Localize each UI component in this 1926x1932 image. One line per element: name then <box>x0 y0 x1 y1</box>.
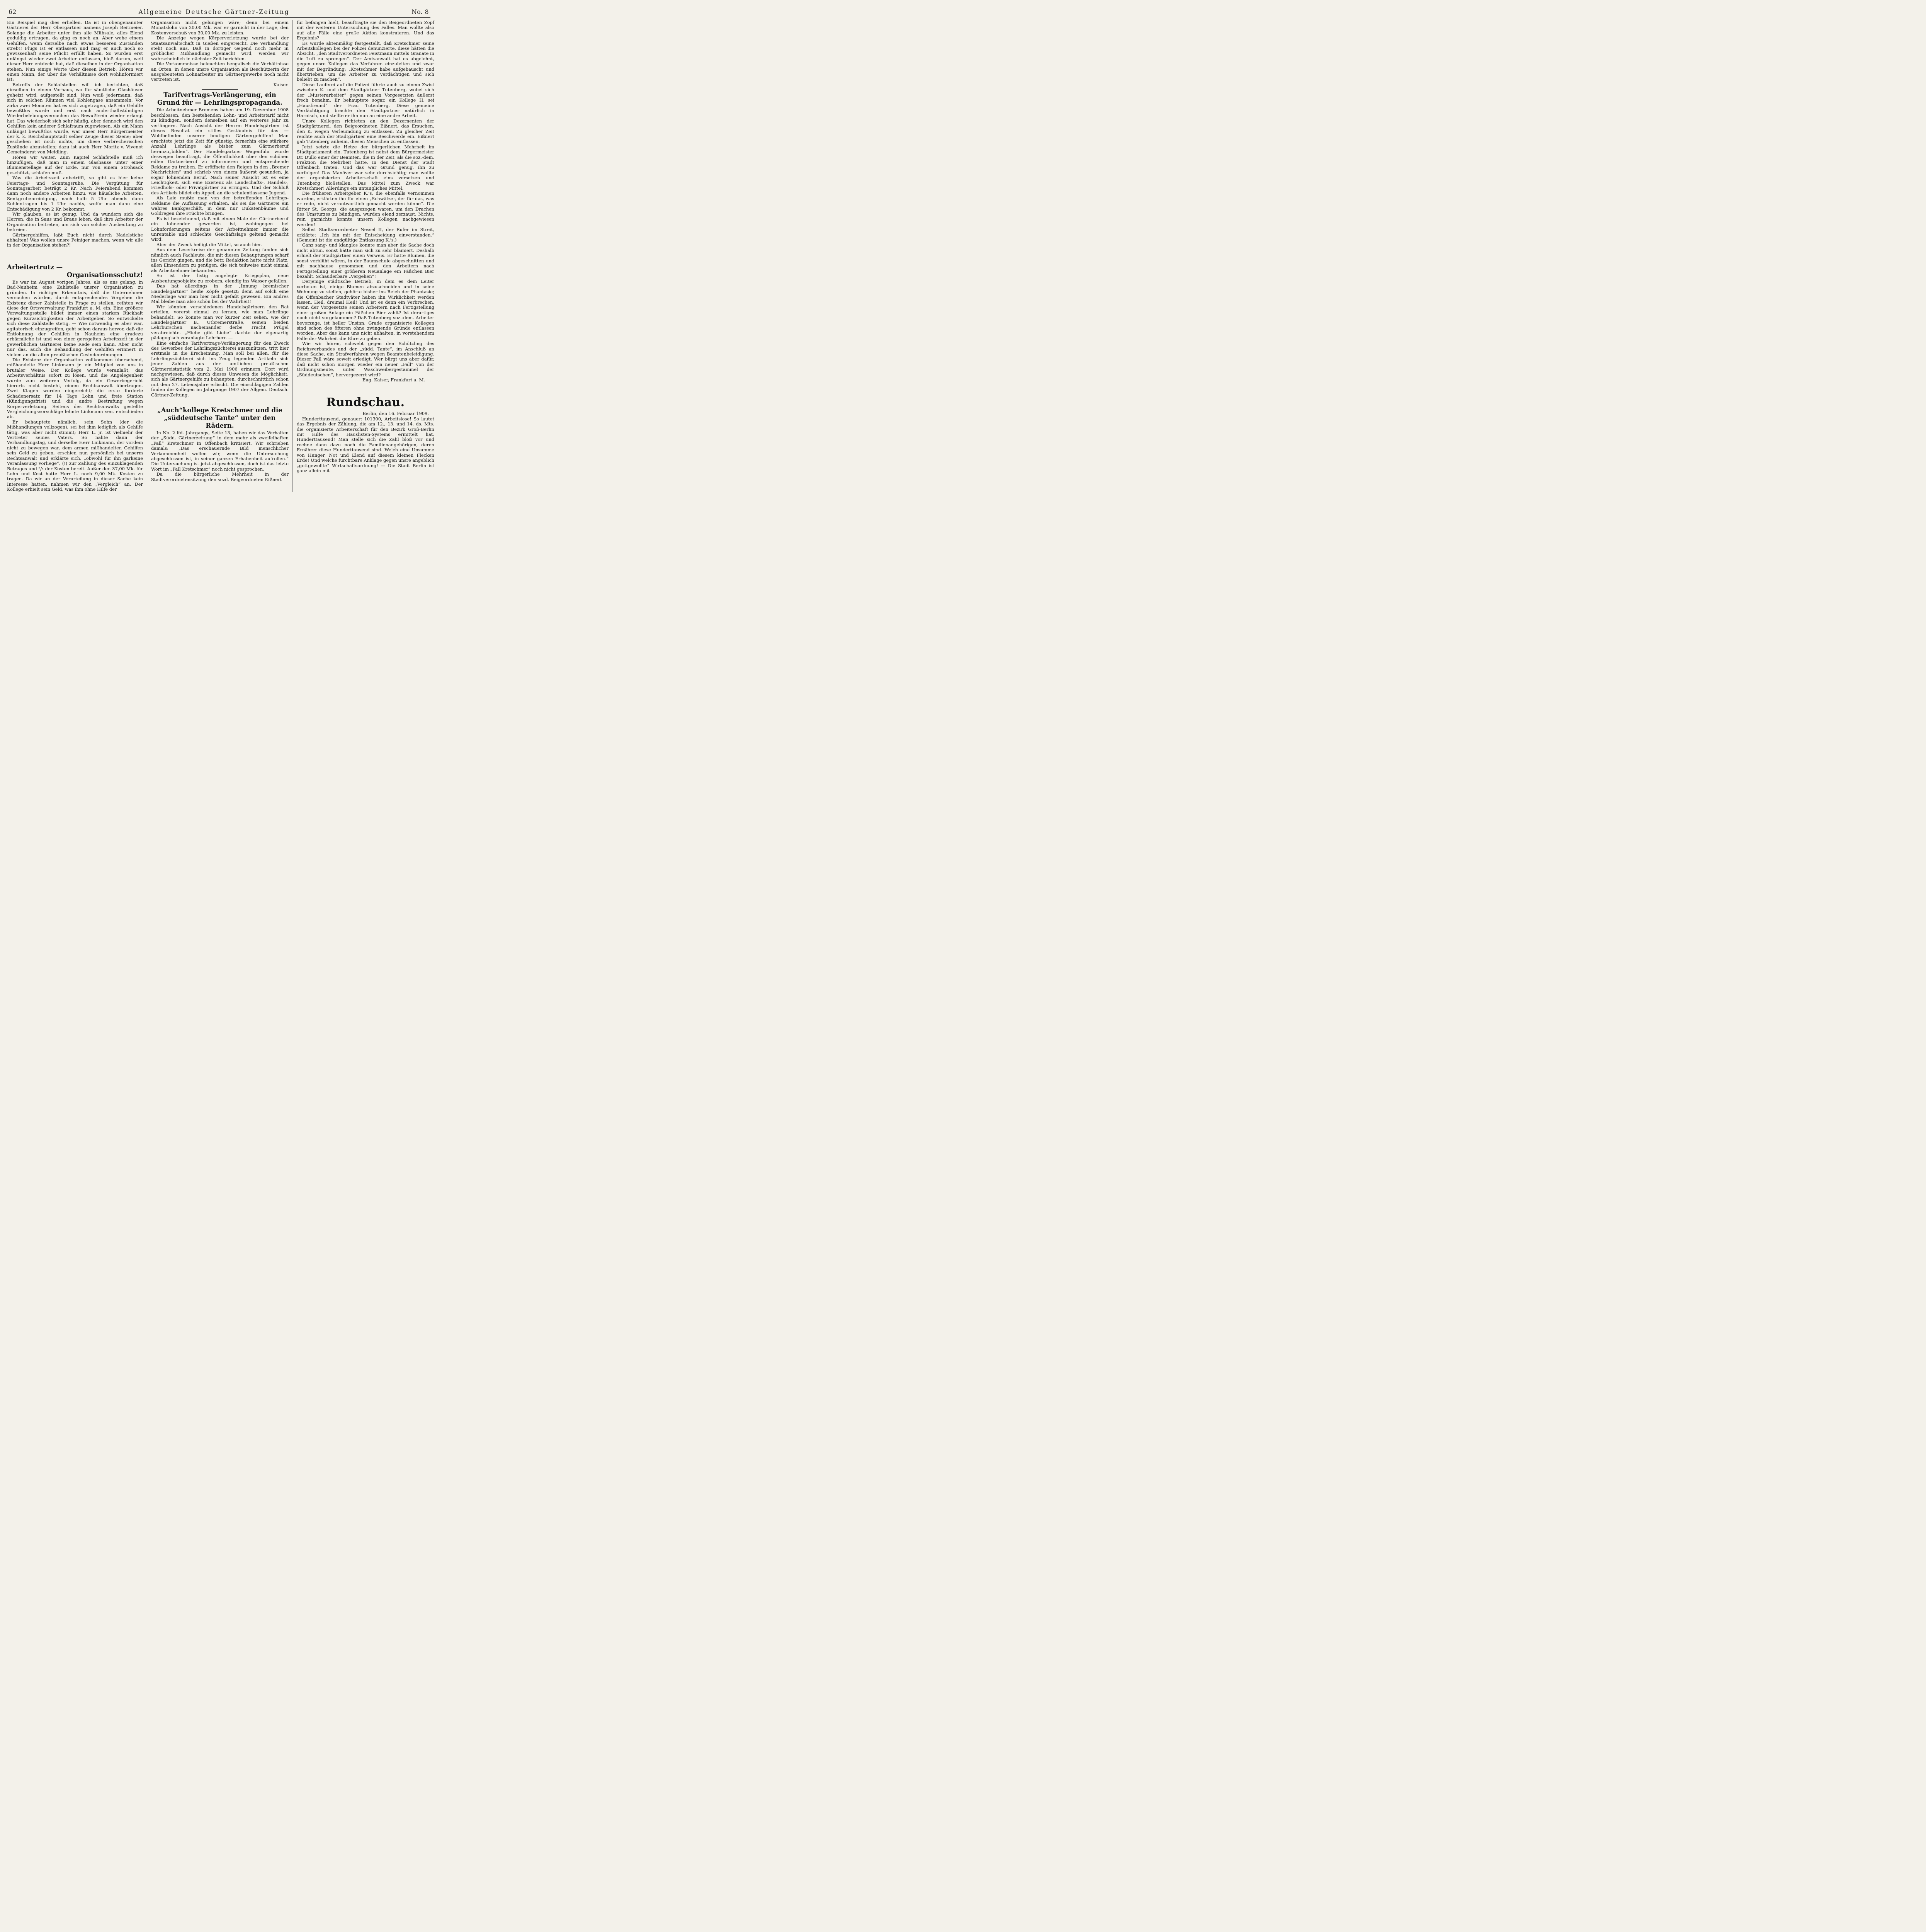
paragraph: Die Anzeige wegen Körperverletzung wurde bei der Staatsanwaltschaft in Gießen eingereicht. Die Verhandlung steht noch aus. Daß in dortiger Gegend noch mehr in gröblicher Mißhandlung gemacht wird, werden wir wahrscheinlich in nächster Zeit berichten. <box>151 35 289 61</box>
paragraph: Ein Beispiel mag dies erhellen. Da ist in obengenannter Gärtnerei der Herr Obergärtner namens Joseph Reitmeier. Solange die Arbeiter unter ihm alle Mühsale, alles Elend geduldig ertrugen, da ging es noch an. Aber wehe einem Gehilfen, wenn derselbe nach etwas besseren Zuständen strebt! Flugs ist er entlassen und mag er auch noch so gewissenhaft seine Pflicht erfüllt haben. So wurden erst unlängst wieder zwei Arbeiter entlassen, bloß darum, weil dieser Herr entdeckt hat, daß dieselben in der Organisation stehen. Nun einige Worte über diesen Betrieb. Hören wir einen Mann, der über die Verhältnisse dort wohlinformiert ist: <box>7 20 143 82</box>
paragraph: Es ist bezeichnend, daß mit einem Male der Gärtnerberuf ein lohnender geworden ist, wohingegen bei Lohnforderungen seitens der Arbeitnehmer immer die unrentable und schlechte Geschäftslage geltend gemacht wird! <box>151 216 289 242</box>
heading-line: Rädern. <box>206 422 234 430</box>
heading-line: Arbeitertrutz — <box>7 263 63 271</box>
paragraph: Derjenige städtische Betrieb, in dem es dem Leiter verboten ist, einige Blumen abzuschneiden und in seine Wohnung zu stellen, gehörte bisher ins Reich der Phantasie; die Offenbacher Stadtväter haben ihn Wirklichkeit werden lassen. Heil, dreimal Heil! Und ist es denn ein Verbrechen, wenn der Vorgesetzte seinen Arbeitern nach Fertigstellung einer großen Anlage ein Fäßchen Bier zahlt? Ist derartiges noch nicht vorgekommen? Daß Tutenberg soz.-dem. Arbeiter bevorzuge, ist heller Unsinn. Grade organisierte Kollegen sind schon des öfteren ohne zwingende Gründe entlassen worden. Aber das kann uns nicht abhalten, in vorstehendem Falle der Wahrheit die Ehre zu geben. <box>297 279 434 341</box>
paragraph: Betreffs der Schlafstellen will ich berichten, daß dieselben in einem Vorhaus, wo für sämtliche Glashäuser geheizt wird, aufgestellt sind. Nun weiß jedermann, daß sich in solchen Räumen viel Kohlengase ansammeln. Vor zirka zwei Monaten hat es sich zugetragen, daß ein Gehilfe bewußtlos wurde und erst nach anderthalbstündigen Wiederbelebungsversuchen das Bewußtsein wieder erlangt hat. Das wiederholt sich sehr häufig, aber dennoch wird den Gehilfen kein anderer Schlafraum zugewiesen. Als ein Mann unlängst bewußtlos wurde, war unser Herr Bürgermeister der k. k. Reichshauptstadt selber Zeuge dieser Szene; aber geschehen ist noch nichts, um diese verbrecherischen Zustände abzustellen; dazu ist auch Herr Moritz v. Vivenot Gemeinderat von Meidling. <box>7 82 143 155</box>
paragraph: Wir glauben, es ist genug. Und da wundern sich die Herren, die in Saus und Braus leben, daß ihre Arbeiter der Organisation beitreten, um sich von solcher Ausbeutung zu befreien. <box>7 211 143 233</box>
paragraph: Hören wir weiter. Zum Kapitel Schlafstelle muß ich hinzufügen, daß man in einem Glashause unter einer Blumenstellage auf der Erde, nur von einem Strohsack geschützt, schlafen muß. <box>7 154 143 175</box>
author-signature: Kaiser. <box>273 82 289 87</box>
article-heading-arbeitertrutz <box>7 264 143 279</box>
heading-line: Tarifvertrags-Verlängerung, ein <box>163 91 276 99</box>
paragraph: Aus dem Leserkreise der genannten Zeitung fanden sich nämlich auch Fachleute, die mit diesen Behauptungen scharf ins Gericht gingen, und die betr. Redaktion hatte nicht Platz, allen Einsendern zu genügen, die sich teilweise nicht einmal als Arbeitnehmer bekannten. <box>151 247 289 273</box>
paragraph: Hunderttausend, genauer: 101300, Arbeitslose! So lautet das Ergebnis der Zählung, die am 12., 13. und 14. ds. Mts. die organisierte Arbeiterschaft für den Bezirk Groß-Berlin mit Hilfe des Hauslisten-Systems ermittelt hat. Hunderttausend! Man stelle sich die Zahl bloß vor und rechne dann dazu noch die Familienangehörigen, deren Ernährer diese Hunderttausend sind. Welch eine Unsumme von Hunger, Not und Elend auf diesem kleinen Flecken Erde! Und welche furchtbare Anklage gegen unsre angeblich „gottgewollte“ Wirtschaftsordnung! — Die Stadt Berlin ist ganz allein mit <box>297 416 434 473</box>
paragraph: Die Vorkommnisse beleuchten bengalisch die Verhältnisse an Orten, in denen unsre Organisation als Beschützerin der ausgebeuteten Lohnarbeiter im Gärtnergewerbe noch nicht vertreten ist. <box>151 61 289 82</box>
column-2 <box>151 20 289 492</box>
paragraph: Die Arbeitnehmer Bremens haben am 19. Dezember 1908 beschlossen, den bestehenden Lohn- und Arbeitstarif nicht zu kündigen, sondern denselben auf ein weiteres Jahr zu verlängern. Nach Ansicht der Herren Handelsgärtner ist dieses Resultat ein stilles Geständnis für das — Wohlbefinden unserer heutigen Gärtnergehilfen! Man erachtete jetzt die Zeit für günstig, fernerhin eine stärkere Anzahl Lehrlinge als bisher zum Gärtnerberuf heranzu„bilden“. Der Handelsgärtner Wagenführ wurde deswegen beauftragt, die Öffentlichkeit über den schönen edlen Gärtnerberuf zu informieren und entsprechende Reklame zu treiben. Er eröffnete den Reigen in den „Bremer Nachrichten“ und schrieb von einem äußerst gesunden, ja sogar lohnenden Beruf. Nach seiner Ansicht ist es eine Leichtigkeit, sich eine Existenz als Landschafts-, Handels-, Friedhofs- oder Privatgärtner zu erringen. Und der Schluß des Artikels bildet ein Appell an die schulentlassene Jugend. <box>151 107 289 196</box>
paragraph: Es wurde aktenmäßig festgestellt, daß Kretschmer seine Arbeitskollegen bei der Polizei denunzierte, diese hätten die Absicht, „den Stadtverordneten Feistmann mittels Granate in die Luft zu sprengen“. Der Amtsanwalt hat es abgelehnt, gegen unsre Kollegen das Verfahren einzuleiten und zwar mit der Begründung: „Kretschmer habe aufgebauscht und übertrieben, um die Arbeiter zu verdächtigen und sich beliebt zu machen“. <box>297 40 434 82</box>
author-signature: Eug. Kaiser, Frankfurt a. M. <box>362 377 425 383</box>
heading-line: „Auch“kollege Kretschmer und die <box>157 406 282 414</box>
paragraph: Er behauptete nämlich, sein Sohn (der die Mißhandlungen vollzogen), sei bei ihm lediglich als Gehilfe tätig, was aber nicht stimmt; Herr L. jr. ist vielmehr der Vertreter seines Vaters. So nahte dann der Verhandlungstag, und derselbe Herr Linkmann, der vordem nicht zu bewegen war, dem armen mißhandelten Gehilfen sein Geld zu geben, erschien nun persönlich bei unserm Rechtsanwalt und erklärte sich, „obwohl für ihn garkeine Veranlassung vorliege“, (!) zur Zahlung des einzuklagenden Betrages und ²/₃ der Kosten bereit. Außer den 37,00 Mk. für Lohn und Kost hatte Herr L. noch 9,00 Mk. Kosten zu tragen. Da wir an der Verurteilung in dieser Sache kein Interesse hatten, nahmen wir den „Vergleich“ an. Der Kollege erhielt sein Geld, was ihm ohne Hilfe der <box>7 419 143 492</box>
masthead <box>7 9 430 18</box>
newspaper-title: Allgemeine Deutsche Gärtner-Zeitung <box>138 9 290 15</box>
paragraph: Das hat allerdings in der „Innung bremischer Handelsgärtner“ heiße Köpfe gesetzt; denn auf solch eine Niederlage war man hier nicht gefaßt gewesen. Ein andres Mal bleibe man also schön bei der Wahrheit! <box>151 283 289 304</box>
paragraph: für befangen hielt, beauftragte sie den Beigeordneten Zopf mit der weiteren Untersuchung des Falles. Man wollte also auf alle Fälle eine große Aktion konstruieren. Und das Ergebnis? <box>297 20 434 41</box>
page-number: 62 <box>8 9 17 15</box>
paragraph: So ist der listig angelegte Kriegsplan, neue Ausbeutungsobjekte zu erobern, elendig ins Wasser gefallen. <box>151 273 289 284</box>
column-3 <box>297 20 434 492</box>
paragraph: Es war im August vorigen Jahres, als es uns gelang, in Bad-Nauheim eine Zahlstelle unsrer Organisation zu gründen. In richtiger Erkenntnis, daß die Unternehmer versuchen würden, durch entsprechendes Vorgehen die Existenz dieser Zahlstelle in Frage zu stellen, reihten wir diese der Ortsverwaltung Frankfurt a. M. ein. Eine größere Verwaltungsstelle bildet immer einen starken Rückhalt gegen Kurzsichtigkeiten der Arbeitgeber. So entwickelte sich diese Zahlstelle stetig. — Wie notwendig es aber war, agitatorisch einzugreifen, geht schon daraus hervor, daß die Entlohnung der Gehilfen in Nauheim eine gradezu erbärmliche ist und von einer geregelten Arbeitszeit in der gewerblichen Gärtnerei keine Rede sein kann. Aber nicht nur das, auch die Behandlung der Gehilfen erinnert in vielem an die alten preußischen Gesindeordnungen. <box>7 279 143 357</box>
paragraph: Diese Lauferei auf die Polizei führte auch zu einem Zwist zwischen K. und dem Stadtgärtner Tutenberg, wobei sich der „Musterarbeiter“ gegen seinen Vorgesetzten äußerst frech benahm. Er behauptete sogar, ein Kollege H. sei „Hausfreund“ der Frau Tutenberg. Diese gemeine Verdächtigung brachte den Stadtgärtner natürlich in Harnisch, und stellte er ihn nun an eine andre Arbeit. <box>297 82 434 119</box>
paragraph: Die Existenz der Organisation vollkommen übersehend, mißhandelte Herr Linkmann jr. ein Mitglied von uns in brutaler Weise. Der Kollege wurde veranlaßt, das Arbeitsverhältnis sofort zu lösen, und die Angelegenheit wurde zum weiteren Verfolg, da ein Gewerbegericht hierorts nicht besteht, einem Rechtsanwalt übertragen. Zwei Klagen wurden eingereicht; die erste forderte Schadenersatz für 14 Tage Lohn und freie Station (Kündigungsfrist) und die andre Bestrafung wegen Körperverletzung. Seitens des Rechtsanwalts gestellte Vergleichungsvorschläge lehnte Linkmann sen. entschieden ab. <box>7 357 143 420</box>
heading-line: Grund für — Lehrlingspropaganda. <box>157 99 282 107</box>
paragraph: Organisation nicht gelungen wäre; denn bei einem Monatslohn von 20,00 Mk. war er garnicht in der Lage, den Kostenvorschuß von 30,00 Mk. zu leisten. <box>151 20 289 36</box>
section-heading-rundschau: Rundschau. <box>326 396 405 410</box>
paragraph: Selbst Stadtverordneter Nessel II, der Rufer im Streit, erklärte: „Ich bin mit der Entscheidung einverstanden.“ (Gemeint ist die endgültige Entlassung K.'s.) <box>297 227 434 243</box>
paragraph: Gärtnergehilfen, laßt Euch nicht durch Nadelstiche abhalten! Was wollen unsre Peiniger machen, wenn wir alle in der Organisation stehen?! <box>7 232 143 248</box>
paragraph: Was die Arbeitszeit anbetrifft, so gibt es hier keine Feiertags- und Sonntagsruhe. Die Vergütung für Sonntagsarbeit beträgt 2 Kr. Nach Feierabend kommen dann noch andere Arbeiten hinzu, wie häusliche Arbeiten, Senkgrubenreinigung, nach halb 5 Uhr abends dann Kohlentragen bis 1 Uhr nachts, wofür man dann eine Entschädigung von 2 Kr. bekommt. <box>7 175 143 212</box>
section-divider <box>202 89 238 90</box>
paragraph: Jetzt setzte die Hetze der bürgerlichen Mehrheit im Stadtparlament ein. Tutenberg ist nebst dem Bürgermeister Dr. Dullo einer der Beamten, die in der Zeit, als die soz.-dem. Fraktion die Mehrheit hatte, in den Dienst der Stadt Offenbach traten. Und das war Grund genug, ihn zu verfolgen! Das Manöver war sehr durchsichtig; man wollte der organisierten Arbeiterschaft eins versetzen und Tutenberg bloßstellen. Das Mittel zum Zweck war Kretschmer! Allerdings ein untaugliches Mittel. <box>297 144 434 191</box>
paragraph: Als Laie mußte man von der betreffenden Lehrlings-Reklame die Auffassung erhalten, als sei die Gärtnerei ein wahres Bankgeschäft, in dem nur Dukatenbäume und Goldregen ihre Früchte bringen. <box>151 195 289 216</box>
paragraph: Da die bürgerliche Mehrheit in der Stadtverordnetensitzung den sozd. Beigeordneten Eißnert <box>151 471 289 482</box>
paragraph: Eine einfache Tarifvertrags-Verlängerung für den Zweck des Gewerbes der Lehrlingszüchterei auszunützen, tritt hier erstmals in die Erscheinung. Man soll bei allen, für die Lehrlingszüchterei sich ins Zeug legenden Artikeln sich jener Zahlen aus der amtlichen preußischen Gärtnereistatistik vom 2. Mai 1906 erinnern. Dort wird nachgewiesen, daß durch dieses Unwesen die Möglichkeit, sich als Gärtnergehilfe zu behaupten, durchschnittlich schon mit dem 27. Lebensjahre erlischt. Die einschlägigen Zahlen finden die Kollegen im Jahrgange 1907 der Allgem. Deutsch. Gärtner-Zeitung. <box>151 340 289 398</box>
issue-number: No. 8 <box>411 9 429 15</box>
dateline: Berlin, den 16. Februar 1909. <box>362 411 429 417</box>
paragraph: Unsre Kollegen richteten an den Dezernenten der Stadtgärtnerei, den Beigeordneten Eißnert, das Ersuchen, den K. wegen Verleumdung zu entlassen. Zu gleicher Zeit reichte auch der Stadtgärtner eine Beschwerde ein. Eißnert gab Tutenberg anheim, diesen Menschen zu entlassen. <box>297 118 434 145</box>
column-1 <box>7 20 143 492</box>
article-heading-kretschmer <box>151 406 289 430</box>
article-heading-tarifvertrag <box>151 91 289 107</box>
paragraph: Die früheren Arbeitgeber K.'s, die ebenfalls vernommen wurden, erklärten ihn für einen „Schwätzer, der für das, was er rede, nicht verantwortlich gemacht werden könne“. Die Ritter St. Georgs, die ausgezogen waren, um den Drachen des Umsturzes zu bändigen, wurden elend zerzaust. Nichts, rein garnichts konnte unsern Kollegen nachgewiesen werden! <box>297 190 434 227</box>
paragraph: Wir könnten verschiedenen Handelsgärtnern den Rat erteilen, vorerst einmal zu lernen, wie man Lehrlinge behandelt. So konnte man vor kurzer Zeit sehen, wie der Handelsgärtner B., Utbremerstraße, seinen beiden Lehrburschen nacheinander derbe Tracht Prügel verabreichte. „Hiebe gibt Liebe“ dachte der eigenartig pädagogisch veranlagte Lehrherr. — <box>151 304 289 341</box>
paragraph: Ganz sang- und klanglos konnte man aber die Sache doch nicht abtun, sonst hätte man sich zu sehr blamiert. Deshalb erhielt der Stadtgärtner einen Verweis. Er hatte Blumen, die sonst verblüht wären, in der Baumschule abgeschnitten und mit nachhause genommen und den Arbeitern nach Fertigstellung einer größeren Neuanlage ein Fäßchen Bier bezahlt. Schauderbare „Vergehen“! <box>297 242 434 279</box>
newspaper-page <box>0 0 437 611</box>
article-columns <box>7 20 434 492</box>
heading-line: „süddeutsche Tante“ unter den <box>164 414 276 422</box>
paragraph: Wie wir hören, schwebt gegen den Schützling des Reichsverbandes und der „südd. Tante“, im Anschluß an diese Sache, ein Strafverfahren wegen Beamtenbeleidigung. Dieser Fall wäre soweit erledigt. Wer bürgt uns aber dafür, daß nicht schon morgen wieder ein neuer „Fall“ von der Ordnungsmeute, unter Waschweibergestammel der „Süddeutschen“, hervorgezerrt wird? <box>297 341 434 378</box>
paragraph: In No. 2 lfd. Jahrgangs, Seite 13, haben wir das Verhalten der „Südd. Gärtnerzeitung“ in dem mehr als zweifelhaften „Fall“ Kretschmer in Offenbach kritisiert. Wir schrieben damals: „Das erschauernde Bild menschlicher Verkommenheit wollen wir, wenn die Untersuchung abgeschlossen ist, in seiner ganzen Erhabenheit aufrollen.“ Die Untersuchung ist jetzt abgeschlossen, doch ist das letzte Wort im „Fall Kretschmer“ noch nicht gesprochen. <box>151 430 289 472</box>
paragraph: Aber der Zweck heiligt die Mittel, so auch hier. <box>156 242 262 247</box>
heading-line: Organisationsschutz! <box>66 271 143 279</box>
